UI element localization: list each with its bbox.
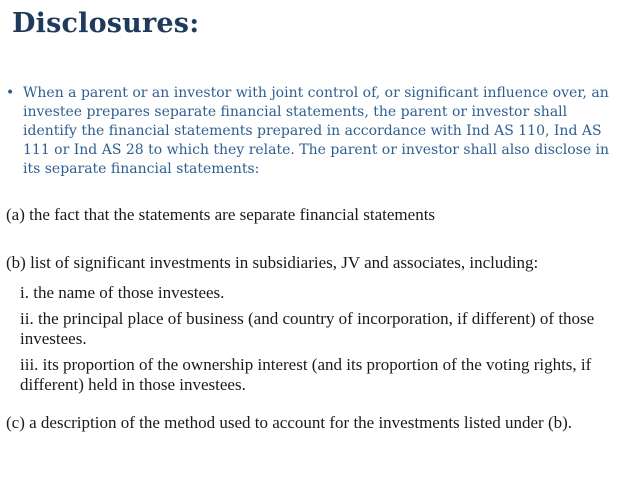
item-b-sub-2: ii. the principal place of business (and country of incorporation, if different) of those investees. bbox=[20, 309, 595, 348]
intro-bullet-text: When a parent or an investor with joint control of, or significant influence over, an investee prepares separate financial statements, the parent or investor shall identify the financial statements prepared in accordance with Ind AS 110, Ind AS 111 or Ind AS 28 to which they relate. The parent or investor shall also disclose in its separate financial statements: bbox=[23, 85, 610, 177]
bullet-marker-icon: • bbox=[6, 85, 15, 101]
item-a: (a) the fact that the statements are separate financial statements bbox=[6, 205, 436, 224]
item-b: (b) list of significant investments in subsidiaries, JV and associates, including: bbox=[6, 253, 539, 272]
item-c: (c) a description of the method used to account for the investments listed under (b). bbox=[6, 413, 573, 432]
item-b-sub-1: i. the name of those investees. bbox=[20, 283, 225, 302]
intro-bullet bbox=[6, 84, 616, 179]
slide-title: Disclosures: bbox=[12, 8, 200, 39]
item-b-sub-3: iii. its proportion of the ownership interest (and its proportion of the voting rights, if different) held in those investees. bbox=[20, 355, 592, 394]
